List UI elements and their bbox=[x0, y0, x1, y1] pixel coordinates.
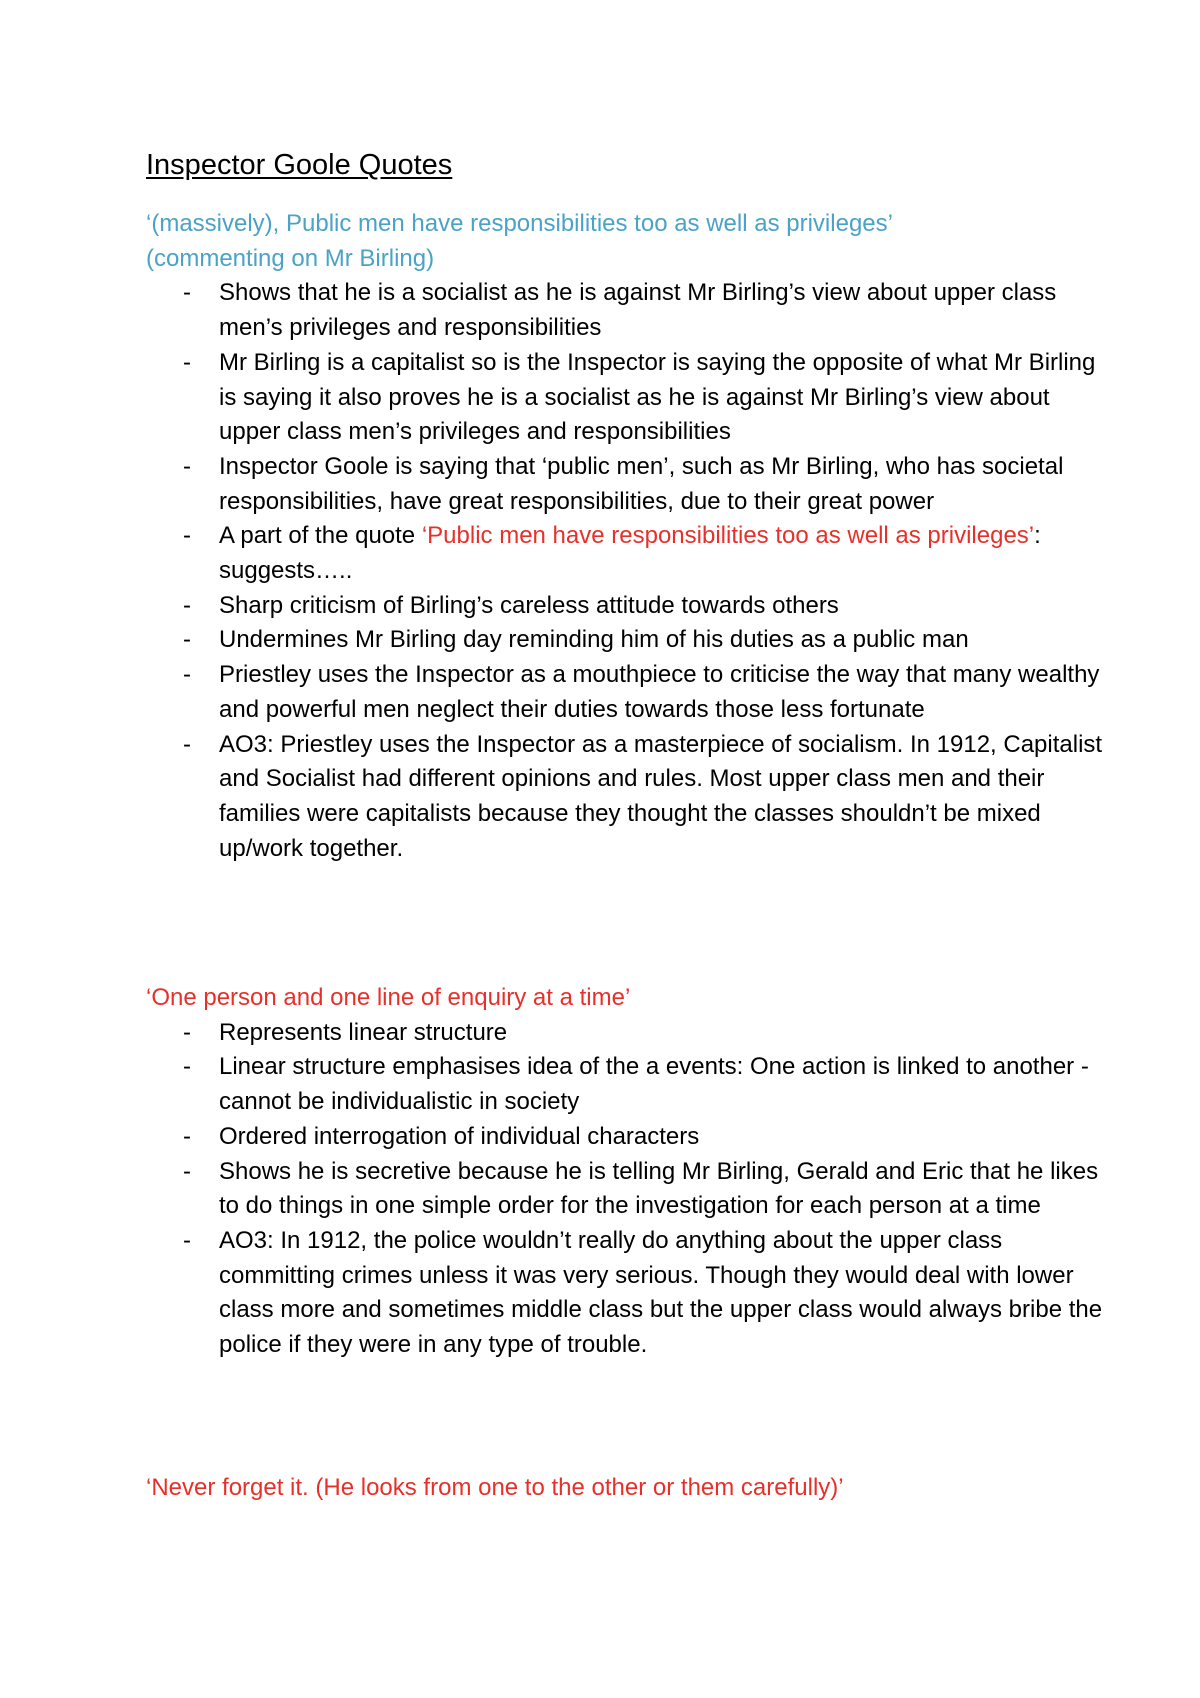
bullet-dash: - bbox=[183, 591, 191, 619]
list-item bbox=[146, 1050, 1106, 1119]
list-item bbox=[146, 1120, 1106, 1155]
bullet-dash: - bbox=[183, 348, 191, 376]
bullet-dash: - bbox=[183, 1018, 191, 1046]
quote-text: ‘(massively), Public men have responsibilities too as well as privileges’ bbox=[146, 210, 893, 237]
bullet-dash: - bbox=[183, 1157, 191, 1185]
quote-section-1 bbox=[146, 207, 1106, 866]
bullet-dash: - bbox=[183, 1122, 191, 1150]
list-item bbox=[146, 589, 1106, 624]
list-item-text: AO3: In 1912, the police wouldn’t really do anything about the upper class committing crimes unless it was very serious. Though they would deal with lower class more and sometimes middle class but the upper class would always bribe the police if they were in any type of trouble. bbox=[219, 1226, 1103, 1359]
quote-section-3 bbox=[146, 1471, 1106, 1506]
bullet-dash: - bbox=[183, 661, 191, 689]
list-item-text: AO3: Priestley uses the Inspector as a masterpiece of socialism. In 1912, Capitalist and Socialist had different opinions and rules. Most upper class men and their families were capitalists because they thought the classes shouldn’t be mixed up/work together. bbox=[219, 730, 1103, 862]
quote-text: ‘Never forget it. (He looks from one to the other or them carefully)’ bbox=[146, 1474, 844, 1501]
quote-context: (commenting on Mr Birling) bbox=[146, 244, 435, 272]
list-item-text: Priestley uses the Inspector as a mouthpiece to criticise the way that many wealthy and powerful men neglect their duties towards those less fortunate bbox=[219, 661, 1100, 723]
bullet-list bbox=[146, 276, 1106, 866]
list-item bbox=[146, 1155, 1106, 1224]
list-item bbox=[146, 346, 1106, 450]
list-item bbox=[146, 450, 1106, 519]
quote-text: ‘One person and one line of enquiry at a time’ bbox=[146, 984, 631, 1011]
list-item bbox=[146, 519, 1106, 588]
list-item-text-prefix: A part of the quote bbox=[219, 522, 422, 550]
list-item bbox=[146, 728, 1106, 867]
list-item bbox=[146, 1016, 1106, 1051]
bullet-dash: - bbox=[183, 1226, 191, 1254]
list-item-text: Undermines Mr Birling day reminding him of his duties as a public man bbox=[219, 626, 969, 654]
bullet-dash: - bbox=[183, 730, 191, 758]
list-item-text: Shows that he is a socialist as he is against Mr Birling’s view about upper class men’s privileges and responsibilities bbox=[219, 279, 1057, 342]
page-title: Inspector Goole Quotes bbox=[146, 149, 453, 181]
list-item-text: Inspector Goole is saying that ‘public men’, such as Mr Birling, who has societal responsibilities, have great responsibilities, due to their great power bbox=[219, 452, 1064, 515]
list-item-text: Mr Birling is a capitalist so is the Inspector is saying the opposite of what Mr Birling is saying it also proves he is a socialist as he is against Mr Birling’s view about upper class men’s privileges and responsibilities bbox=[219, 348, 1096, 446]
list-item-text: Linear structure emphasises idea of the a events: One action is linked to another - cannot be individualistic in society bbox=[219, 1053, 1089, 1116]
list-item-text: Represents linear structure bbox=[219, 1018, 508, 1046]
list-item-text: Ordered interrogation of individual characters bbox=[219, 1122, 700, 1150]
bullet-dash: - bbox=[183, 279, 191, 307]
list-item bbox=[146, 623, 1106, 658]
list-item bbox=[146, 276, 1106, 345]
quote-section-2 bbox=[146, 981, 1106, 1363]
bullet-dash: - bbox=[183, 452, 191, 480]
bullet-list bbox=[146, 1016, 1106, 1363]
list-item bbox=[146, 658, 1106, 727]
list-item-text-suffix: : suggests….. bbox=[219, 522, 1041, 585]
list-item bbox=[146, 1224, 1106, 1363]
bullet-dash: - bbox=[183, 522, 191, 550]
highlighted-quote: ‘Public men have responsibilities too as well as privileges’ bbox=[421, 522, 1035, 550]
bullet-dash: - bbox=[183, 1053, 191, 1081]
bullet-dash: - bbox=[183, 626, 191, 654]
list-item-text: Sharp criticism of Birling’s careless attitude towards others bbox=[219, 591, 839, 619]
list-item-text: Shows he is secretive because he is telling Mr Birling, Gerald and Eric that he likes to do things in one simple order for the investigation for each person at a time bbox=[219, 1157, 1099, 1220]
